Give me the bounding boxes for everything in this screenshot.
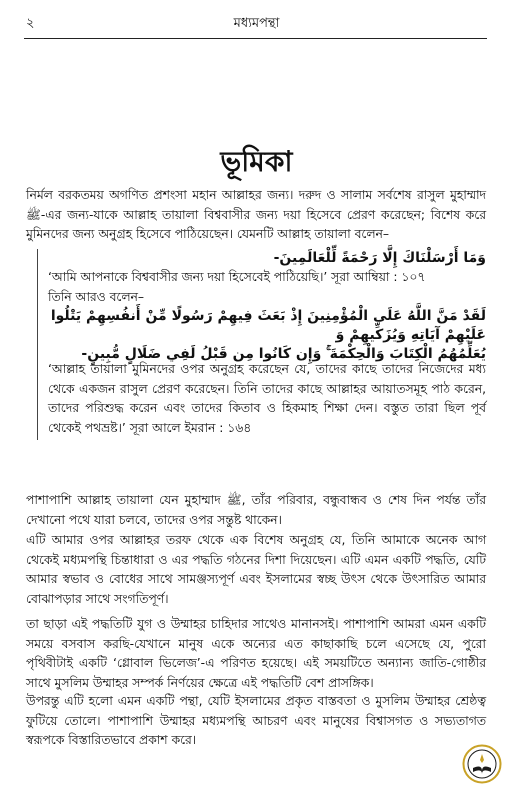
quran-quote-block-1 bbox=[37, 249, 486, 361]
quran-quote-block-2 bbox=[37, 360, 486, 440]
method-paragraph: এটি আমার ওপর আল্লাহর তরফ থেকে এক বিশেষ অনুগ্রহ যে, তিনি আমাকে অনেক আগ থেকেই মধ্যমপন্থি চিন্তাধারা ও এর পদ্ধতি গঠনের দিশা দিয়েছেন। এটি এমন একটি পদ্ধতি, যেটি আমার স্বভাব ও বোধের সাথে সামঞ্জস্যপূর্ণ এবং ইসলামের স্বচ্ছ উৎস থেকে উৎসারিত আমার বোঝাপড়ার সাথে সংগতিপূর্ণ। bbox=[26, 533, 486, 606]
verse-translation-2: ‘আল্লাহ তায়ালা মুমিনদের ওপর অনুগ্রহ করেছেন যে, তাদের কাছে তাদের নিজেদের মধ্য থেকে একজন রাসুল প্রেরণ করেছেন। তিনি তাদের কাছে আল্লাহর আয়াতসমূহ পাঠ করেন, তাদের পরিশুদ্ধ করেন এবং তাদের কিতাব ও হিকমাহ শিক্ষা দেন। বস্তুত তারা ছিল পূর্ব থেকেই পথভ্রষ্ট।’ সূরা আলে ইমরান : ১৬৪ bbox=[48, 362, 486, 435]
running-title: মধ্যমপন্থা bbox=[233, 16, 280, 31]
conclusion-paragraph: উপরন্তু এটি হলো এমন একটি পন্থা, যেটি ইসলামের প্রকৃত বাস্তবতা ও মুসলিম উম্মাহর শ্রেষ্ঠত্ব ফুটিয়ে তোলে। পাশাপাশি উম্মাহর মধ্যমপন্থি আচরণ এবং মানুষের বিশ্বাসগত ও সভ্যতাগত স্বরূপকে বিস্তারিতভাবে প্রকাশ করে। bbox=[26, 694, 486, 748]
intro-paragraph: নির্মল বরকতময় অগণিত প্রশংসা মহান আল্লাহর জন্য। দরুদ ও সালাম সর্বশেষ রাসুল মুহাম্মাদ ﷺ-এর জন্য-যাকে আল্লাহ তায়ালা বিশ্ববাসীর জন্য দয়া হিসেবে প্রেরণ করেছেন; বিশেষ করে মুমিনদের জন্য অনুগ্রহ হিসেবে পাঠিয়েছেন। যেমনটি আল্লাহ তায়ালা বলেন– bbox=[26, 188, 486, 242]
page-number: ২ bbox=[26, 16, 35, 31]
arabic-verse-2-line-1: لَقَدْ مَنَّ اللَّهُ عَلَى الْمُؤْمِنِينَ إِذْ بَعَثَ فِيهِمْ رَسُولًا مِّنْ أَنفُسِهِمْ يَتْلُوا عَلَيْهِمْ آيَاتِهِ وَيُزَكِّيهِمْ وَ bbox=[50, 308, 486, 344]
era-paragraph: তা ছাড়া এই পদ্ধতিটি যুগ ও উম্মাহর চাহিদার সাথেও মানানসই। পাশাপাশি আমরা এমন একটি সময়ে বসবাস করছি-যেখানে মানুষ একে অন্যের এত কাছাকাছি চলে এসেছে যে, পুরো পৃথিবীটাই একটি ‘গ্লোবাল ভিলেজ’-এ পরিণত হয়েছে। এই সময়টিতে অন্যান্য জাতি-গোষ্ঠীর সাথে মুসলিম উম্মাহর সম্পর্ক নির্ণয়ের ক্ষেত্রে এই পদ্ধতিটি বেশ প্রাসঙ্গিক। bbox=[26, 617, 486, 690]
header-divider bbox=[24, 38, 487, 39]
salutation-paragraph: পাশাপাশি আল্লাহ তায়ালা যেন মুহাম্মাদ ﷺ, তাঁর পরিবার, বন্ধুবান্ধব ও শেষ দিন পর্যন্ত তাঁর দেখানো পথে যারা চলবে, তাদের ওপর সন্তুষ্ট থাকেন। bbox=[26, 493, 486, 527]
verse-intro-2: তিনি আরও বলেন– bbox=[48, 289, 145, 304]
book-emblem-icon bbox=[462, 744, 502, 784]
verse-translation-1: ‘আমি আপনাকে বিশ্ববাসীর জন্য দয়া হিসেবেই পাঠিয়েছি।’ সূরা আম্বিয়া : ১০৭ bbox=[48, 270, 426, 284]
arabic-verse-1: وَمَا أَرْسَلْنَاكَ إِلَّا رَحْمَةً لِّلْعَالَمِينَ- bbox=[273, 250, 486, 266]
arabic-verse-2-line-2: يُعَلِّمُهُمُ الْكِتَابَ وَالْحِكْمَةَ ۚ وَإِن كَانُوا مِن قَبْلُ لَفِي ضَلَالٍ مُّبِينٍ- bbox=[81, 346, 486, 363]
chapter-heading: ভূমিকা bbox=[220, 145, 293, 178]
